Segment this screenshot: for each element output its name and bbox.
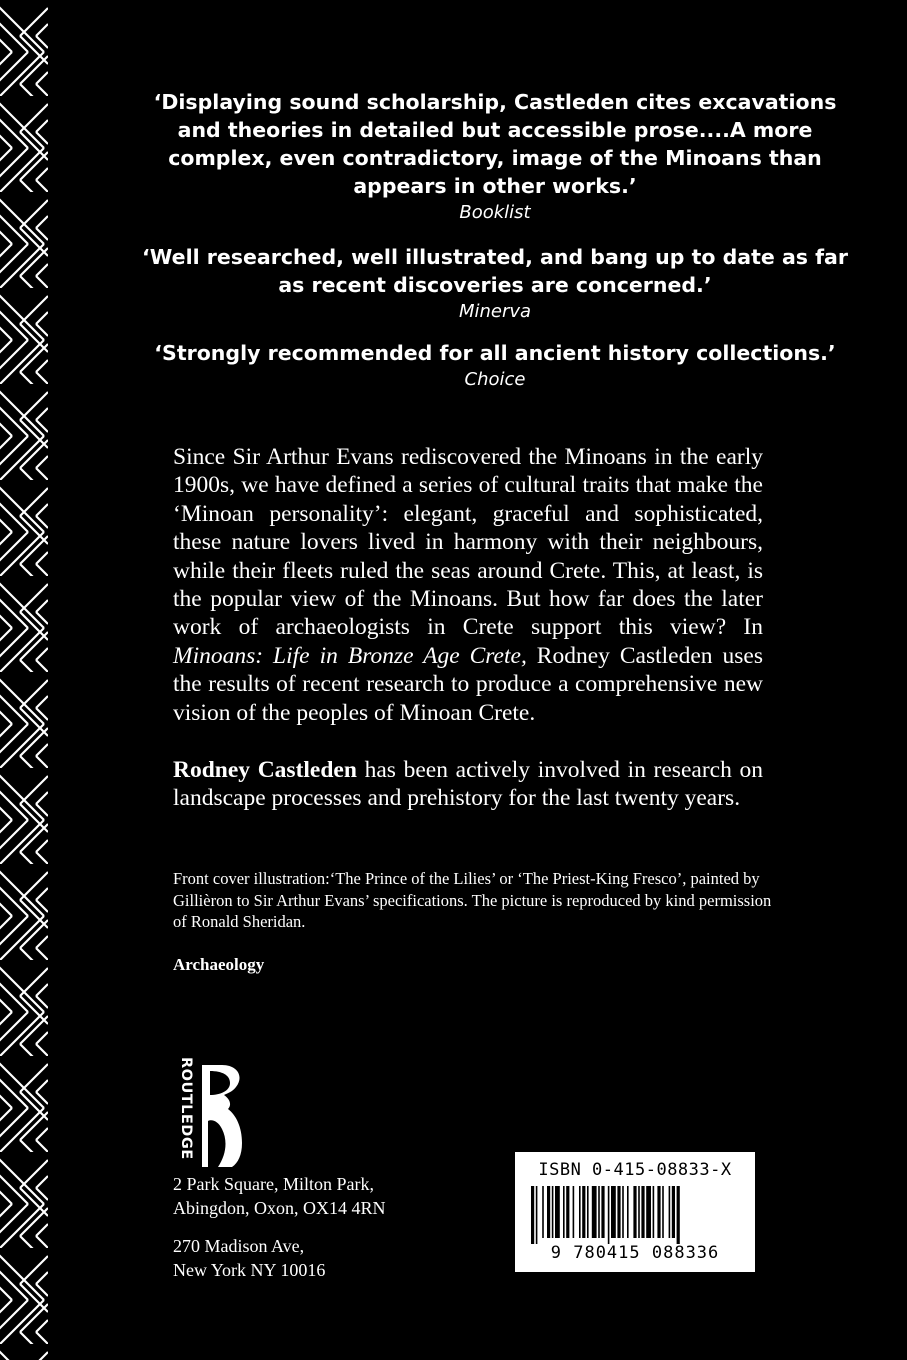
author-bio xyxy=(173,756,763,813)
address-line: Abingdon, Oxon, OX14 4RN xyxy=(173,1198,386,1218)
publisher-address-uk xyxy=(173,1172,386,1220)
isbn-barcode xyxy=(515,1152,755,1272)
cover-credit: Front cover illustration:‘The Prince of the Lilies’ or ‘The Priest-King Fresco’, painted by Gillièron to Sir Arthur Evans’ specifications. The picture is reproduced by kind permission of Ronald Sheridan. xyxy=(173,869,772,932)
review-source: Choice xyxy=(464,369,526,390)
review-minerva xyxy=(130,243,860,325)
review-quote: ‘Displaying sound scholarship, Castleden cites excavations and theories in detailed but accessible prose....A more complex, even contradictory, image of the Minoans than appears in other works.’ xyxy=(153,90,837,198)
author-name: Rodney Castleden xyxy=(173,757,357,783)
description-text-end: Rodney Castleden uses the results of recent research to produce a comprehensive new vision of the peoples of Minoan Crete. xyxy=(173,642,763,726)
review-booklist xyxy=(130,88,860,226)
barcode-bars xyxy=(531,1186,739,1244)
review-quote: ‘Well researched, well illustrated, and bang up to date as far as recent discoveries are concerned.’ xyxy=(142,245,848,297)
review-source: Minerva xyxy=(458,301,532,322)
decorative-border-pattern xyxy=(0,0,48,1360)
book-title: Minoans: Life in Bronze Age Crete, xyxy=(173,642,527,669)
description-text: Since Sir Arthur Evans rediscovered the Minoans in the early 1900s, we have defined a series of cultural traits that make the ‘Minoan personality’: elegant, graceful and sophisticated, these nature lovers lived in harmony with their neighbours, while their fleets ruled the seas around Crete. This, at least, is the popular view of the Minoans. But how far does the later work of archaeologists in Crete support this view? In xyxy=(173,444,763,641)
ean-number: 9 780415 088336 xyxy=(550,1243,720,1263)
review-choice xyxy=(130,339,860,393)
subject-category: Archaeology xyxy=(173,955,265,974)
book-description xyxy=(173,443,763,727)
address-line: 270 Madison Ave, xyxy=(173,1236,305,1256)
review-quote: ‘Strongly recommended for all ancient history collections.’ xyxy=(154,341,836,365)
routledge-logo xyxy=(172,1055,252,1167)
isbn-text: ISBN 0-415-08833-X xyxy=(538,1160,732,1180)
svg-text:ROUTLEDGE: ROUTLEDGE xyxy=(178,1057,194,1160)
publisher-address-us xyxy=(173,1234,325,1282)
profile-r-icon xyxy=(202,1065,242,1167)
address-line: New York NY 10016 xyxy=(173,1260,326,1280)
review-source: Booklist xyxy=(459,202,531,223)
address-line: 2 Park Square, Milton Park, xyxy=(173,1174,374,1194)
author-bio-text: has been actively involved in research on landscape processes and prehistory for the last twenty years. xyxy=(173,757,763,812)
